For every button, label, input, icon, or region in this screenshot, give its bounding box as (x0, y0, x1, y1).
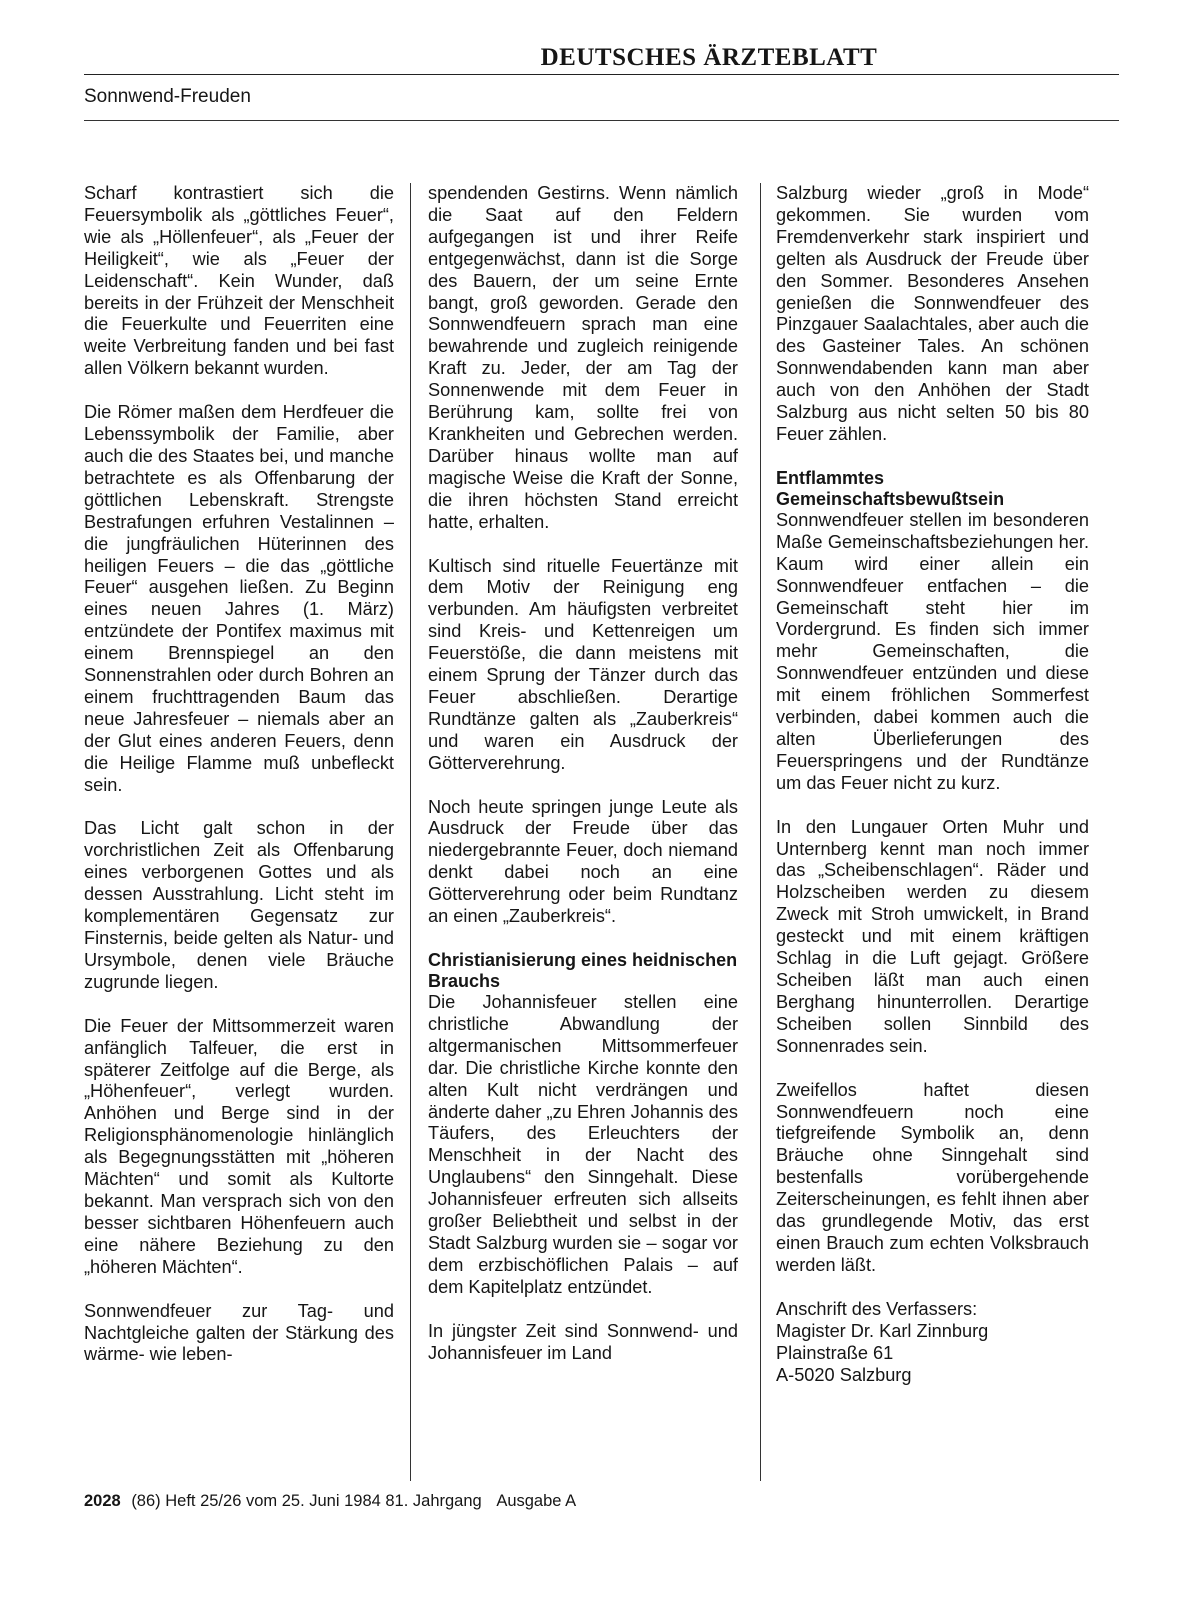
paragraph: Die Römer maßen dem Herdfeuer die Lebenssymbolik der Familie, aber auch die des Staates bei, und manche betrachtete es als Offenbarung der göttlichen Lebenskraft. Strengste Bestrafungen erfuhren Vestalinnen – die jungfräulichen Hüterinnen des heiligen Feuers – die das „göttliche Feuer“ ausgehen ließen. Zu Beginn eines neuen Jahres (1. März) entzündete der Pontifex maximus mit einem Brennspiegel an den Sonnenstrahlen oder durch Bohren an einem fruchttragenden Baum das neue Jahresfeuer – niemals aber an der Glut eines anderen Feuers, denn die Heilige Flamme muß unbefleckt sein. (84, 402, 394, 795)
address-line: Anschrift des Verfassers: (776, 1298, 978, 1319)
section-title: Sonnwend-Freuden (84, 86, 251, 107)
paragraph: Das Licht galt schon in der vorchristlichen Zeit als Offenbarung eines verborgenen Gottes und als dessen Ausstrahlung. Licht steht im komplementären Gegensatz zur Finsternis, beide gelten als Natur- und Ursymbole, denen viele Bräuche zugrunde liegen. (84, 818, 394, 992)
paragraph: Scharf kontrastiert sich die Feuersymbolik als „göttliches Feuer“, wie als „Höllenfeuer“, als „Feuer der Heiligkeit“, wie als „Feuer der Leidenschaft“. Kein Wunder, daß bereits in der Frühzeit der Menschheit die Feuerkulte und Feuerriten eine weite Verbreitung fanden und bei fast allen Völkern bekannt wurden. (84, 183, 394, 379)
address-line: Magister Dr. Karl Zinnburg (776, 1320, 989, 1341)
paragraph: spendenden Gestirns. Wenn nämlich die Saat auf den Feldern aufgegangen ist und ihrer Reife entgegenwächst, dann ist die Sorge des Bauern, der um seine Ernte bangt, groß geworden. Gerade den Sonnwendfeuern sprach man eine bewahrende und zugleich reinigende Kraft zu. Jeder, der am Tag der Sonnenwende mit dem Feuer in Berührung kam, sollte frei von Krankheiten und Gebrechen werden. Darüber hinaus wollte man auf magische Weise die Kraft der Sonne, die ihren höchsten Stand erreicht hatte, erhalten. (428, 183, 738, 532)
journal-title: DEUTSCHES ÄRZTEBLATT (540, 44, 878, 71)
paragraph: In jüngster Zeit sind Sonnwend- und Johannisfeuer im Land (428, 1320, 738, 1363)
subheading: Christianisierung eines heidnischen Brauchs (428, 950, 738, 991)
column-1 (84, 183, 394, 1388)
column-divider (410, 183, 411, 1481)
column-3 (776, 183, 1089, 1386)
paragraph: Kultisch sind rituelle Feuertänze mit dem Motiv der Reinigung eng verbunden. Am häufigsten verbreitet sind Kreis- und Kettenreigen um Feuerstöße, die dann meistens mit einem Sprung der Tänzer durch das Feuer abschließen. Derartige Rundtänze galten als „Zauberkreis“ und waren ein Ausdruck der Götterverehrung. (428, 555, 738, 773)
column-divider (760, 183, 761, 1481)
paragraph: Sonnwendfeuer zur Tag- und Nachtgleiche galten der Stärkung des wärme- wie leben- (84, 1300, 394, 1365)
page-footer (84, 1492, 576, 1511)
header-rule (84, 74, 1119, 75)
page-number: 2028 (84, 1492, 121, 1510)
edition-label: Ausgabe A (496, 1492, 577, 1510)
paragraph: Noch heute springen junge Leute als Ausdruck der Freude über das niedergebrannte Feuer, doch niemand denkt dabei noch an eine Götterverehrung oder beim Rundtanz an einen „Zauberkreis“. (428, 796, 738, 927)
paragraph: Zweifellos haftet diesen Sonnwendfeuern noch eine tiefgreifende Symbolik an, denn Bräuche ohne Sinngehalt sind bestenfalls vorübergehende Zeiterscheinungen, es fehlt ihnen aber das grundlegende Motiv, das erst einen Brauch zum echten Volksbrauch werden läßt. (776, 1079, 1089, 1275)
address-line: Plainstraße 61 (776, 1342, 894, 1363)
column-2 (428, 183, 738, 1387)
section-rule (84, 120, 1119, 121)
paragraph: Sonnwendfeuer stellen im besonderen Maße Gemeinschaftsbeziehungen her. Kaum wird einer allein ein Sonnwendfeuer entfachen – die Gemeinschaft steht hier im Vordergrund. Es finden sich immer mehr Gemeinschaften, die Sonnwendfeuer entzünden und diese mit einem fröhlichen Sommerfest verbinden, dabei kommen auch die alten Überlieferungen des Feuerspringens und der Rundtänze um das Feuer nicht zu kurz. (776, 509, 1089, 793)
issue-info: (86) Heft 25/26 vom 25. Juni 1984 81. Jahrgang (131, 1492, 482, 1510)
address-line: A-5020 Salzburg (776, 1364, 912, 1385)
author-address (776, 1299, 1089, 1387)
paragraph: Die Feuer der Mittsommerzeit waren anfänglich Talfeuer, die erst in späterer Zeitfolge auf die Berge, als „Höhenfeuer“, verlegt wurden. Anhöhen und Berge sind in der Religionsphänomenologie hinlänglich als Begegnungsstätten mit „höheren Mächten“ und somit als Kultorte bekannt. Man versprach sich von den besser sichtbaren Höhenfeuern auch eine nähere Beziehung zu den „höheren Mächten“. (84, 1015, 394, 1277)
subheading: Entflammtes Gemeinschaftsbewußtsein (776, 467, 1005, 509)
paragraph: Die Johannisfeuer stellen eine christliche Abwandlung der altgermanischen Mittsommerfeuer dar. Die christliche Kirche konnte den alten Kult nicht verdrängen und änderte daher „zu Ehren Johannis des Täufers, des Erleuchters der Menschheit in der Nacht des Unglaubens“ den Sinngehalt. Diese Johannisfeuer erfreuten sich allseits großer Beliebtheit und selbst in der Stadt Salzburg wurden sie – sogar vor dem erzbischöflichen Palais – auf dem Kapitelplatz entzündet. (428, 992, 738, 1297)
paragraph: In den Lungauer Orten Muhr und Unternberg kennt man noch immer das „Scheibenschlagen“. Räder und Holzscheiben werden zu diesem Zweck mit Stroh umwickelt, in Brand gesteckt und mit einem kräftigen Schlag in die Luft gejagt. Größere Scheiben läßt man auch einen Berghang hinunterrollen. Derartige Scheiben sollen Sinnbild des Sonnenrades sein. (776, 816, 1089, 1056)
paragraph: Salzburg wieder „groß in Mode“ gekommen. Sie wurden vom Fremdenverkehr stark inspiriert und gelten als Ausdruck der Freude über den Sommer. Besonderes Ansehen genießen die Sonnwendfeuer des Pinzgauer Saalachtales, aber auch die des Gasteiner Tales. An schönen Sonnwendabenden kann man aber auch von den Anhöhen der Stadt Salzburg aus nicht selten 50 bis 80 Feuer zählen. (776, 183, 1089, 444)
